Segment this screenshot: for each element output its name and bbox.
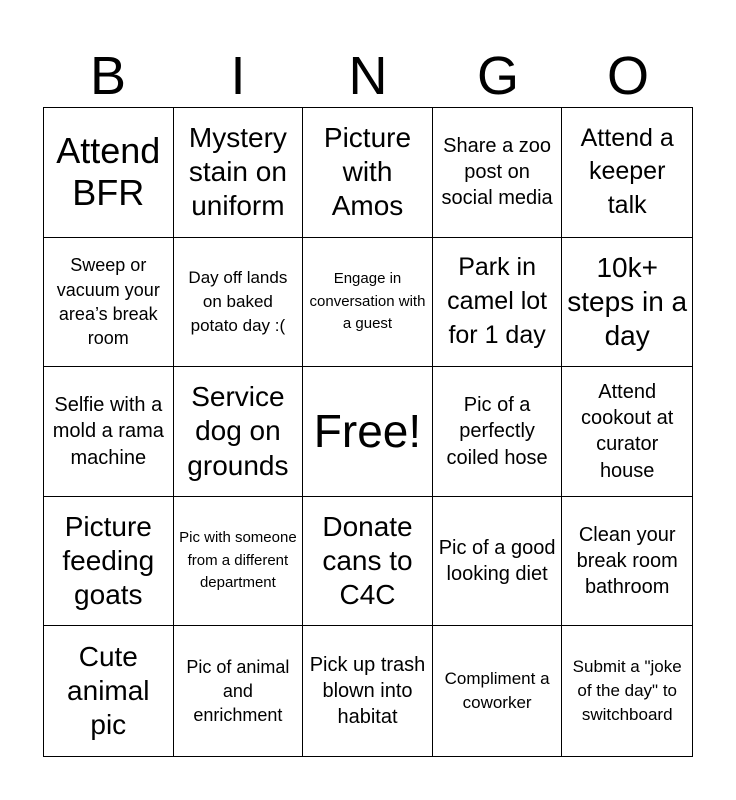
bingo-cell[interactable] (44, 238, 174, 368)
bingo-cell[interactable] (44, 497, 174, 627)
bingo-cell[interactable] (174, 238, 304, 368)
bingo-cell[interactable] (433, 367, 563, 497)
bingo-cell[interactable] (562, 238, 692, 368)
cell-text: 10k+ steps in a day (567, 251, 688, 351)
cell-text: Picture feeding goats (62, 510, 155, 611)
bingo-cell[interactable] (303, 626, 433, 756)
header-letter-o: O (606, 46, 649, 106)
bingo-cell[interactable] (174, 497, 304, 627)
cell-text: Pic with someone from a different department (179, 529, 297, 592)
bingo-cell[interactable] (44, 626, 174, 756)
cell-text: Donate cans to C4C (322, 510, 413, 611)
bingo-cell[interactable] (44, 108, 174, 238)
cell-text: Pic of a good looking diet (438, 536, 556, 586)
bingo-cell[interactable] (303, 108, 433, 238)
cell-text: Share a zoo post on social media (441, 134, 553, 210)
cell-text: Pick up trash blown into habitat (309, 653, 426, 729)
bingo-cell[interactable] (174, 108, 304, 238)
bingo-cell[interactable] (303, 497, 433, 627)
header-letter-b: B (89, 46, 127, 106)
cell-text: Engage in conversation with a guest (309, 270, 426, 333)
header-letter-g: G (476, 46, 519, 106)
bingo-cell[interactable] (433, 238, 563, 368)
bingo-cell[interactable] (562, 108, 692, 238)
bingo-cell[interactable] (174, 367, 304, 497)
cell-text: Service dog on grounds (187, 381, 289, 481)
bingo-cell[interactable] (562, 497, 692, 627)
bingo-cell[interactable] (433, 497, 563, 627)
cell-text: Picture with Amos (323, 122, 412, 222)
cell-text: Sweep or vacuum your area’s break room (56, 255, 160, 349)
bingo-cell[interactable] (44, 367, 174, 497)
bingo-board (43, 107, 693, 757)
bingo-cell[interactable] (433, 108, 563, 238)
cell-text: Attend cookout at curator house (581, 380, 674, 482)
cell-text: Pic of animal and enrichment (186, 656, 290, 726)
cell-text: Park in camel lot for 1 day (447, 253, 548, 349)
bingo-cell[interactable] (303, 238, 433, 368)
cell-text: Selfie with a mold a rama machine (52, 393, 164, 469)
bingo-cell[interactable] (562, 626, 692, 756)
cell-text: Submit a "joke of the day" to switchboard (572, 657, 682, 725)
bingo-cell[interactable] (433, 626, 563, 756)
header-letter-i: I (230, 46, 246, 106)
cell-text: Attend a keeper talk (580, 123, 674, 220)
cell-text: Day off lands on baked potato day :( (188, 267, 288, 335)
cell-text: Mystery stain on uniform (188, 122, 287, 222)
free-space[interactable] (303, 367, 433, 497)
bingo-header (43, 44, 693, 108)
cell-text: Cute animal pic (67, 640, 150, 741)
bingo-cell[interactable] (562, 367, 692, 497)
header-letter-n: N (348, 46, 388, 106)
bingo-cell[interactable] (174, 626, 304, 756)
cell-text: Attend BFR (56, 130, 161, 214)
cell-text: Compliment a coworker (444, 669, 550, 713)
cell-text: Clean your break room bathroom (576, 523, 678, 599)
free-space-text: Free! (313, 404, 422, 457)
cell-text: Pic of a perfectly coiled hose (446, 393, 548, 469)
